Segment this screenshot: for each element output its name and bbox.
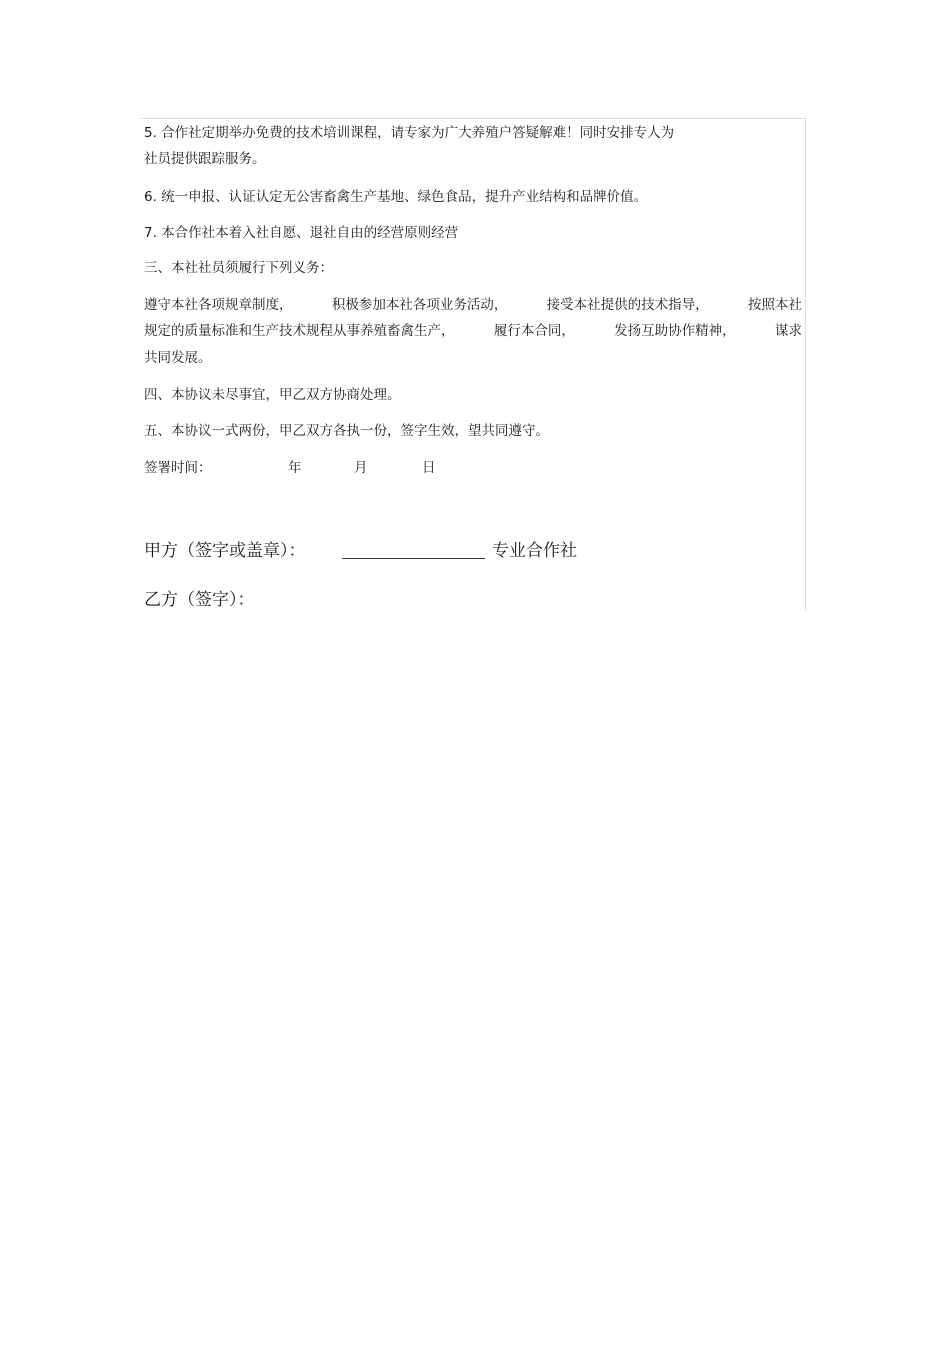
duty-text: 遵守本社各项规章制度， [144,297,293,313]
party-a-suffix: 专业合作社 [492,541,577,561]
party-a-label: 甲方（签字或盖章）： [144,541,306,561]
party-b-label: 乙方（签字）： [144,590,255,610]
duty-text: 履行本合同， [493,323,575,339]
signing-date-label: 签署时间： [144,460,212,476]
signing-date-year: 年 [288,460,302,476]
section-4: 四、本协议未尽事宜，甲乙双方协商处理。 [144,387,401,403]
duty-text: 发扬互助协作精神， [614,323,736,339]
duty-text: 按照本社 [747,297,802,313]
item-5-line-1: 5. 合作社定期举办免费的技术培训课程，请专家为广大养殖户答疑解难！同时安排专人为 [144,125,675,141]
party-a-signature-blank [342,558,485,559]
section-3-row-3: 共同发展。 [144,350,212,366]
duty-text: 谋求 [774,323,802,339]
section-3-row-2 [144,322,802,340]
duty-text: 积极参加本社各项业务活动， [331,297,508,313]
item-7: 7. 本合作社本着入社自愿、退社自由的经营原则经营 [144,225,459,241]
item-6: 6. 统一申报、认证认定无公害畜禽生产基地、绿色食品，提升产业结构和品牌价值。 [144,189,648,205]
section-3-heading: 三、本社社员须履行下列义务： [144,260,333,276]
item-5-line-2: 社员提供跟踪服务。 [144,151,266,167]
duty-text: 接受本社提供的技术指导， [546,297,709,313]
signing-date-day: 日 [422,460,436,476]
section-5: 五、本协议一式两份，甲乙双方各执一份，签字生效，望共同遵守。 [144,423,549,439]
duty-text: 规定的质量标准和生产技术规程从事养殖畜禽生产， [144,323,455,339]
signing-date-month: 月 [354,460,368,476]
section-3-row-1 [144,296,802,314]
